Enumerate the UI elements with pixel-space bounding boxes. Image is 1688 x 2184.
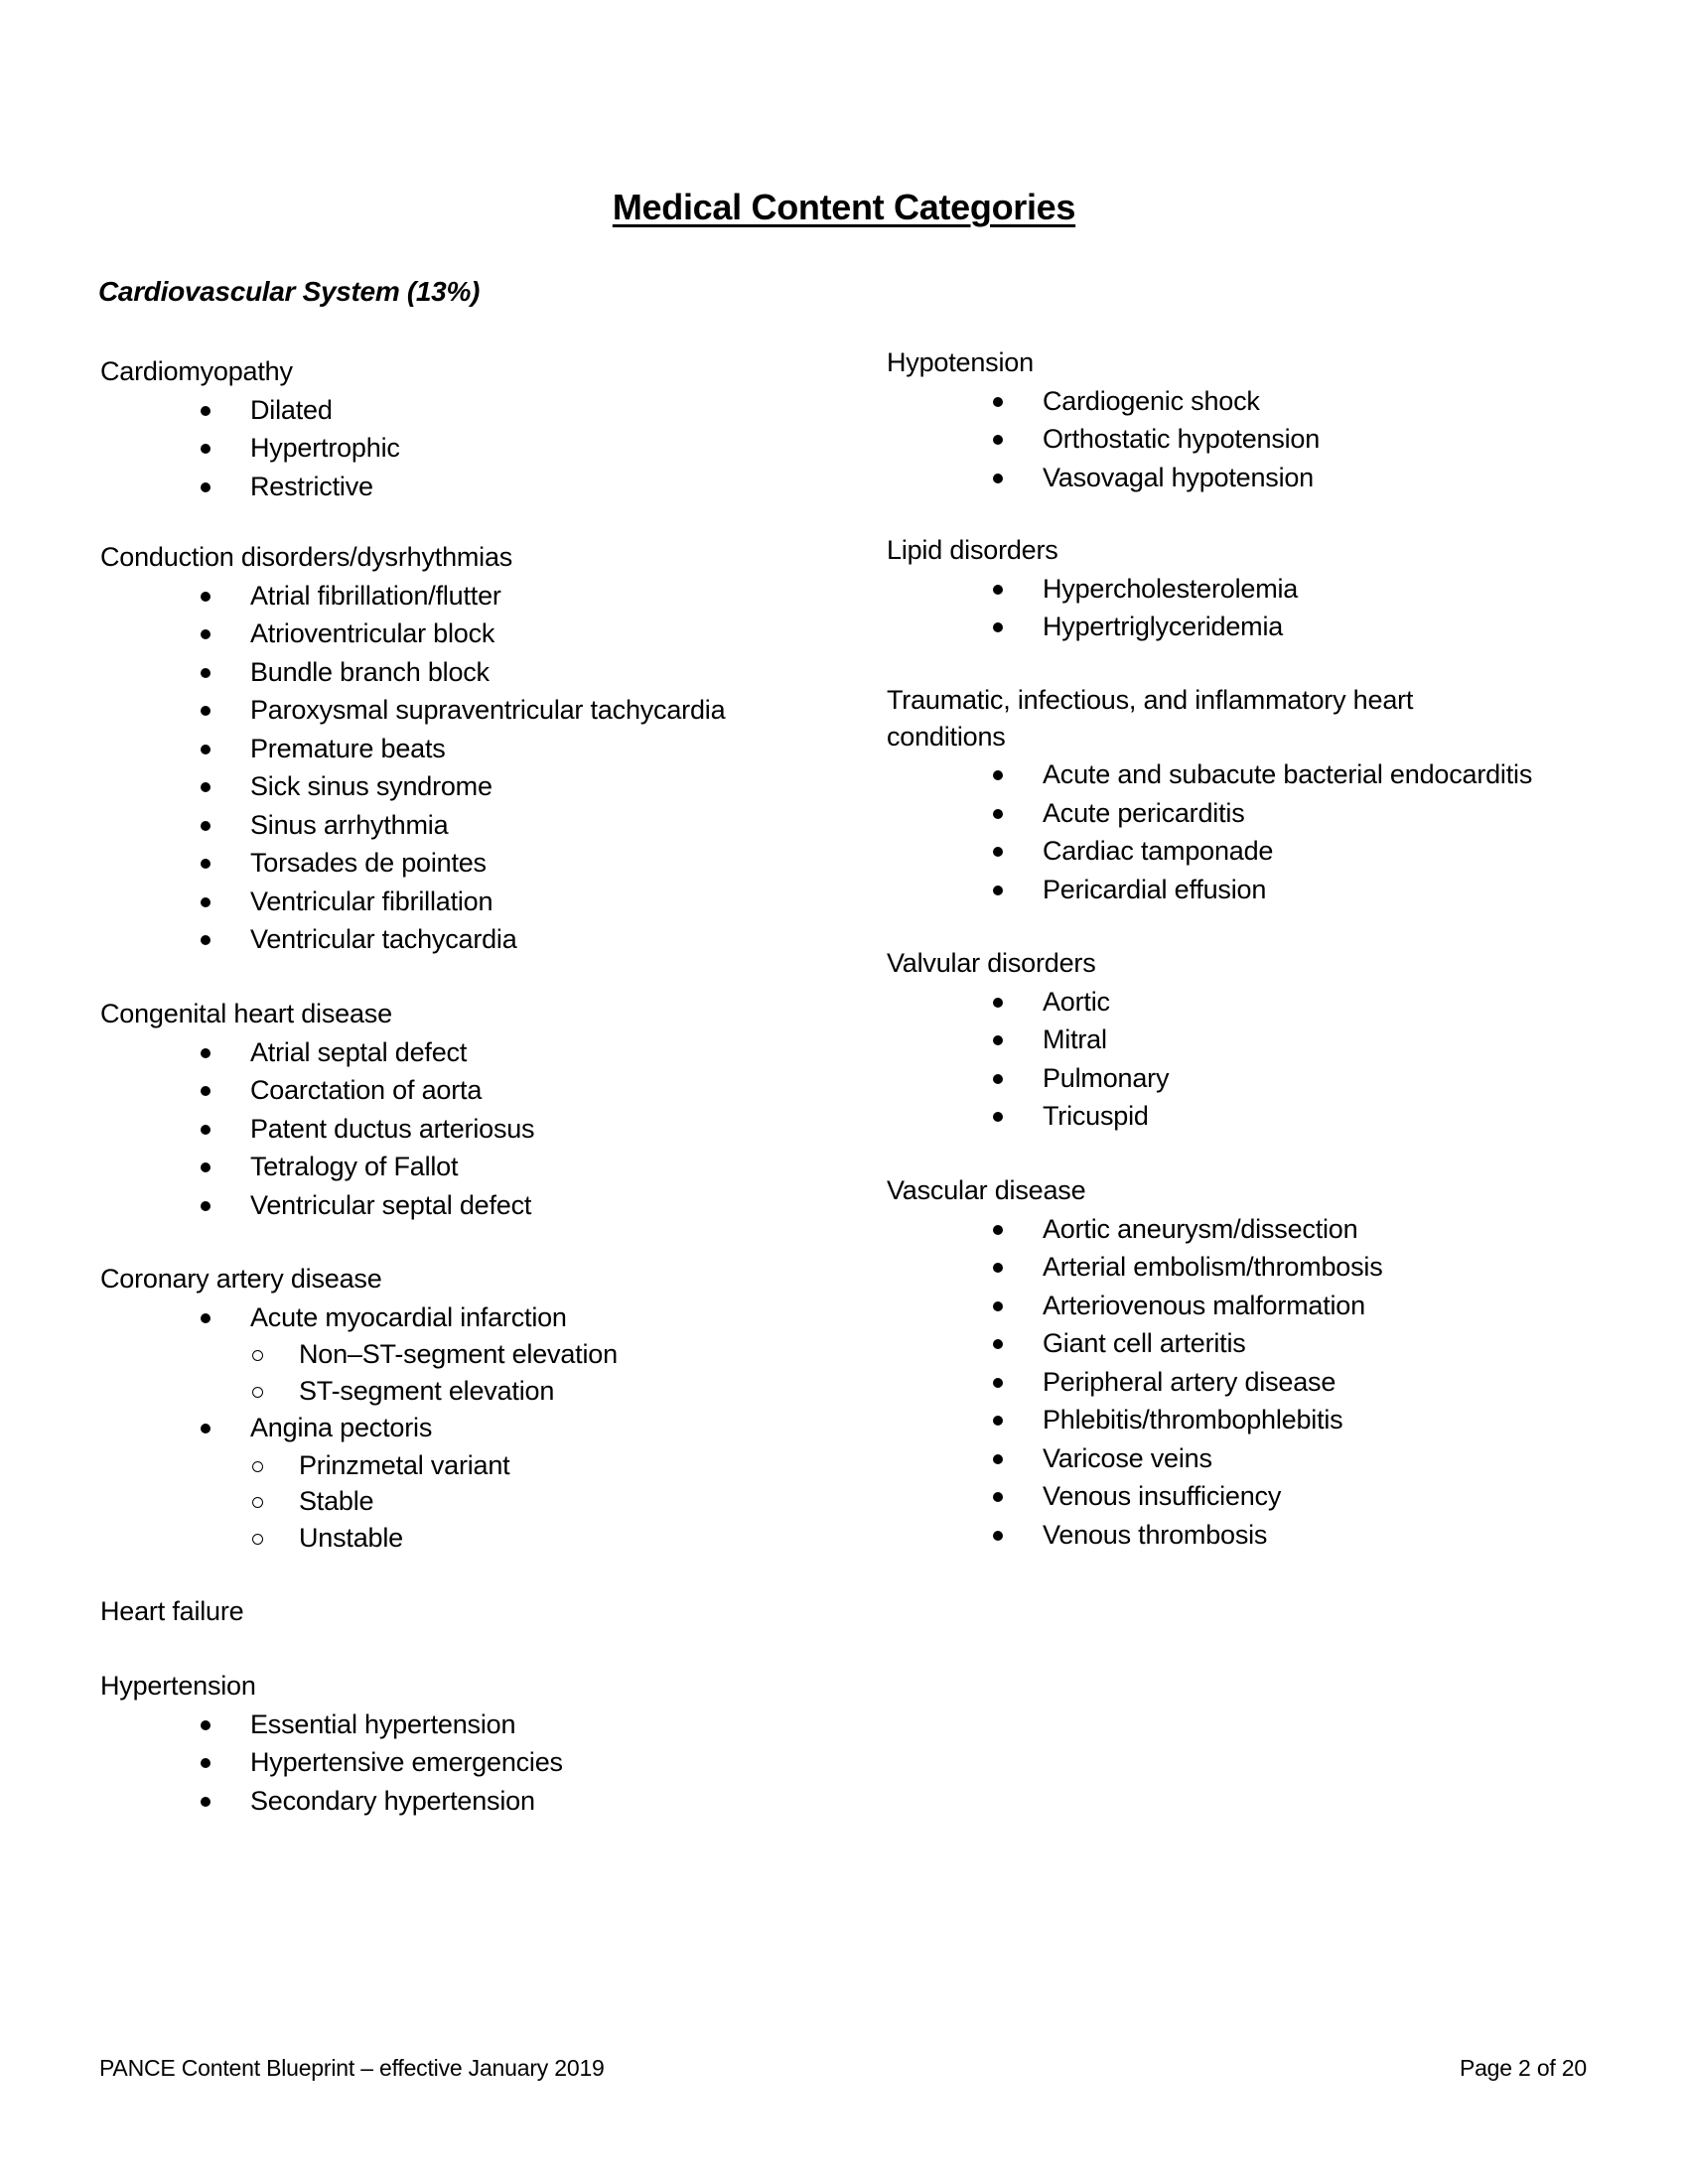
list-item xyxy=(887,1021,1602,1059)
sublist-item-label: Stable xyxy=(299,1486,374,1516)
list-item-label: Atrial septal defect xyxy=(250,1036,468,1067)
list-item xyxy=(100,1110,855,1149)
bullet-icon xyxy=(993,1339,1003,1349)
category-valvular xyxy=(887,944,1602,1136)
bullet-icon xyxy=(201,592,211,602)
sublist xyxy=(100,1336,855,1409)
list-item xyxy=(887,1248,1602,1287)
list-item-label: Sick sinus syndrome xyxy=(250,771,492,801)
list-item-label: Phlebitis/thrombophlebitis xyxy=(1043,1405,1343,1434)
sublist-item-label: Non–ST-segment elevation xyxy=(299,1339,618,1369)
sublist-container xyxy=(100,1336,855,1409)
list-item-label: Hypertensive emergencies xyxy=(250,1747,563,1777)
bullet-icon xyxy=(201,745,211,754)
list-item xyxy=(100,1298,855,1337)
list-item xyxy=(887,1477,1602,1516)
list-item xyxy=(100,1743,855,1782)
sublist-item-label: ST-segment elevation xyxy=(299,1375,555,1406)
category-congenital xyxy=(100,995,855,1224)
category-heading: Heart failure xyxy=(100,1596,244,1626)
list-item-label: Venous insufficiency xyxy=(1043,1481,1282,1511)
bullet-icon xyxy=(201,1758,211,1768)
category-heading: Hypertension xyxy=(100,1671,256,1701)
list-item-label: Essential hypertension xyxy=(250,1708,516,1739)
list-item-label: Tetralogy of Fallot xyxy=(250,1152,459,1181)
sublist-item xyxy=(100,1483,855,1520)
bullet-icon xyxy=(993,1035,1003,1045)
category-list xyxy=(100,1033,855,1225)
list-item xyxy=(100,920,855,959)
list-item-label: Ventricular septal defect xyxy=(250,1189,532,1220)
category-heading: Hypotension xyxy=(887,347,1034,377)
list-item xyxy=(100,1409,855,1447)
list-item xyxy=(100,767,855,806)
page-title-text: Medical Content Categories xyxy=(612,187,1076,227)
list-item xyxy=(100,653,855,692)
bullet-icon xyxy=(993,886,1003,895)
category-heading: Coronary artery disease xyxy=(100,1264,382,1294)
list-item xyxy=(887,871,1602,909)
list-item-label: Sinus arrhythmia xyxy=(250,809,449,840)
list-item xyxy=(100,429,855,468)
list-item-label: Aortic xyxy=(1043,986,1110,1017)
category-hypotension xyxy=(887,343,1602,496)
bullet-icon xyxy=(993,474,1003,483)
bullet-icon xyxy=(993,770,1003,780)
bullet-icon xyxy=(993,622,1003,632)
bullet-icon xyxy=(201,706,211,716)
list-item xyxy=(100,1033,855,1072)
list-item-label: Hypertrophic xyxy=(250,433,400,463)
list-item xyxy=(100,883,855,921)
list-item-label: Ventricular tachycardia xyxy=(250,924,517,954)
list-item-label: Acute and subacute bacterial endocarditis xyxy=(1043,759,1533,789)
list-item-label: Premature beats xyxy=(250,733,446,763)
bullet-icon xyxy=(201,444,211,454)
list-item-label: Arterial embolism/thrombosis xyxy=(1043,1252,1383,1282)
bullet-icon xyxy=(201,1125,211,1135)
category-conduction xyxy=(100,538,855,959)
bullet-icon xyxy=(201,482,211,492)
sublist-item xyxy=(100,1447,855,1484)
list-item-label: Acute myocardial infarction xyxy=(250,1301,567,1332)
bullet-icon xyxy=(993,1531,1003,1541)
bullet-icon xyxy=(993,1416,1003,1426)
bullet-icon xyxy=(201,935,211,945)
bullet-icon xyxy=(993,1263,1003,1273)
list-item xyxy=(100,806,855,845)
list-item xyxy=(887,1324,1602,1363)
category-list xyxy=(100,1298,855,1557)
bullet-icon xyxy=(993,809,1003,819)
list-item-label: Cardiogenic shock xyxy=(1043,385,1260,416)
list-item-label: Angina pectoris xyxy=(250,1413,433,1442)
list-item xyxy=(100,614,855,653)
list-item-label: Tricuspid xyxy=(1043,1101,1149,1131)
list-item xyxy=(100,468,855,506)
bullet-icon xyxy=(201,897,211,907)
sublist-container xyxy=(100,1447,855,1557)
list-item xyxy=(887,459,1602,497)
sublist-item-label: Unstable xyxy=(299,1522,403,1553)
category-heading: Cardiomyopathy xyxy=(100,356,293,386)
category-heart-failure xyxy=(100,1592,855,1631)
list-item xyxy=(887,570,1602,609)
list-item-label: Bundle branch block xyxy=(250,656,490,687)
list-item xyxy=(887,1401,1602,1439)
list-item-label: Pulmonary xyxy=(1043,1062,1170,1093)
category-list xyxy=(887,570,1602,646)
bullet-icon xyxy=(993,1492,1003,1502)
sublist-item xyxy=(100,1373,855,1410)
page-title xyxy=(0,185,1688,230)
list-item-label: Giant cell arteritis xyxy=(1043,1328,1246,1358)
list-item xyxy=(887,1516,1602,1555)
bullet-icon xyxy=(201,1720,211,1730)
list-item xyxy=(100,391,855,430)
category-list xyxy=(887,983,1602,1136)
list-item-label: Restrictive xyxy=(250,471,373,501)
sublist-item xyxy=(100,1336,855,1373)
list-item xyxy=(100,1706,855,1744)
list-item xyxy=(887,1363,1602,1402)
list-item xyxy=(100,1186,855,1225)
circle-bullet-icon xyxy=(252,1497,263,1508)
list-item xyxy=(887,1097,1602,1136)
category-heading: Vascular disease xyxy=(887,1175,1086,1205)
list-item xyxy=(100,730,855,768)
list-item-label: Torsades de pointes xyxy=(250,848,487,878)
list-item-label: Vasovagal hypotension xyxy=(1043,462,1314,492)
category-traumatic xyxy=(887,682,1602,908)
category-list xyxy=(887,755,1602,908)
category-coronary xyxy=(100,1260,855,1556)
list-item xyxy=(887,1439,1602,1478)
bullet-icon xyxy=(201,668,211,678)
bullet-icon xyxy=(993,1454,1003,1464)
list-item xyxy=(100,1148,855,1186)
list-item-label: Aortic aneurysm/dissection xyxy=(1043,1213,1358,1244)
list-item-label: Pericardial effusion xyxy=(1043,874,1267,904)
bullet-icon xyxy=(201,1162,211,1172)
list-item-label: Varicose veins xyxy=(1043,1442,1212,1473)
bullet-icon xyxy=(201,1797,211,1807)
category-cardiomyopathy xyxy=(100,352,855,505)
category-heading: Lipid disorders xyxy=(887,535,1058,565)
bullet-icon xyxy=(993,1074,1003,1084)
list-item-label: Cardiac tamponade xyxy=(1043,836,1274,866)
sublist-item-label: Prinzmetal variant xyxy=(299,1449,510,1480)
list-item-label: Ventricular fibrillation xyxy=(250,886,493,916)
bullet-icon xyxy=(201,1201,211,1211)
circle-bullet-icon xyxy=(252,1387,263,1398)
list-item xyxy=(100,691,855,730)
list-item-label: Patent ductus arteriosus xyxy=(250,1113,535,1144)
list-item-label: Acute pericarditis xyxy=(1043,797,1245,828)
list-item-label: Coarctation of aorta xyxy=(250,1075,483,1105)
list-item-label: Atrial fibrillation/flutter xyxy=(250,580,501,611)
bullet-icon xyxy=(993,998,1003,1008)
list-item xyxy=(100,844,855,883)
list-item xyxy=(887,608,1602,646)
list-item xyxy=(887,382,1602,421)
footer-document-label: PANCE Content Blueprint – effective January 2019 xyxy=(99,2055,605,2081)
bullet-icon xyxy=(201,1424,211,1433)
bullet-icon xyxy=(201,782,211,792)
list-item-label: Orthostatic hypotension xyxy=(1043,424,1321,454)
category-vascular xyxy=(887,1171,1602,1554)
bullet-icon xyxy=(993,435,1003,445)
list-item xyxy=(887,1287,1602,1325)
category-list xyxy=(887,382,1602,497)
bullet-icon xyxy=(201,859,211,869)
bullet-icon xyxy=(993,1112,1003,1122)
list-item xyxy=(887,832,1602,871)
list-item xyxy=(887,1210,1602,1249)
list-item-label: Atrioventricular block xyxy=(250,618,495,648)
list-item-label: Peripheral artery disease xyxy=(1043,1366,1336,1397)
bullet-icon xyxy=(201,1313,211,1323)
list-item-label: Hypertriglyceridemia xyxy=(1043,612,1284,641)
bullet-icon xyxy=(993,847,1003,857)
bullet-icon xyxy=(201,406,211,416)
list-item xyxy=(887,755,1602,794)
list-item xyxy=(887,420,1602,459)
category-list xyxy=(887,1210,1602,1555)
list-item-label: Mitral xyxy=(1043,1024,1107,1054)
list-item-label: Hypercholesterolemia xyxy=(1043,573,1299,604)
circle-bullet-icon xyxy=(252,1350,263,1361)
list-item xyxy=(887,1059,1602,1098)
category-heading: Conduction disorders/dysrhythmias xyxy=(100,542,513,572)
category-heading: Congenital heart disease xyxy=(100,999,392,1028)
section-title: Cardiovascular System (13%) xyxy=(98,276,481,307)
list-item-label: Paroxysmal supraventricular tachycardia xyxy=(250,695,726,725)
category-lipid xyxy=(887,531,1602,646)
list-item-label: Dilated xyxy=(250,394,333,425)
bullet-icon xyxy=(201,629,211,639)
footer-page-number: Page 2 of 20 xyxy=(1459,2055,1587,2081)
category-heading: Traumatic, infectious, and inflammatory heart conditions xyxy=(887,685,1414,751)
circle-bullet-icon xyxy=(252,1461,263,1472)
list-item xyxy=(887,794,1602,833)
category-hypertension xyxy=(100,1667,855,1820)
circle-bullet-icon xyxy=(252,1534,263,1545)
bullet-icon xyxy=(993,1225,1003,1235)
bullet-icon xyxy=(993,1301,1003,1311)
list-item-label: Arteriovenous malformation xyxy=(1043,1290,1365,1320)
list-item xyxy=(100,577,855,615)
bullet-icon xyxy=(201,1048,211,1058)
list-item-label: Venous thrombosis xyxy=(1043,1519,1268,1550)
list-item-label: Secondary hypertension xyxy=(250,1785,535,1816)
category-list xyxy=(100,577,855,959)
sublist-item xyxy=(100,1520,855,1557)
bullet-icon xyxy=(993,397,1003,407)
category-list xyxy=(100,1706,855,1821)
list-item xyxy=(100,1782,855,1821)
bullet-icon xyxy=(993,585,1003,595)
category-heading: Valvular disorders xyxy=(887,948,1096,978)
sublist xyxy=(100,1447,855,1557)
list-item xyxy=(100,1071,855,1110)
bullet-icon xyxy=(201,821,211,831)
bullet-icon xyxy=(993,1378,1003,1388)
list-item xyxy=(887,983,1602,1022)
category-list xyxy=(100,391,855,506)
bullet-icon xyxy=(201,1086,211,1096)
